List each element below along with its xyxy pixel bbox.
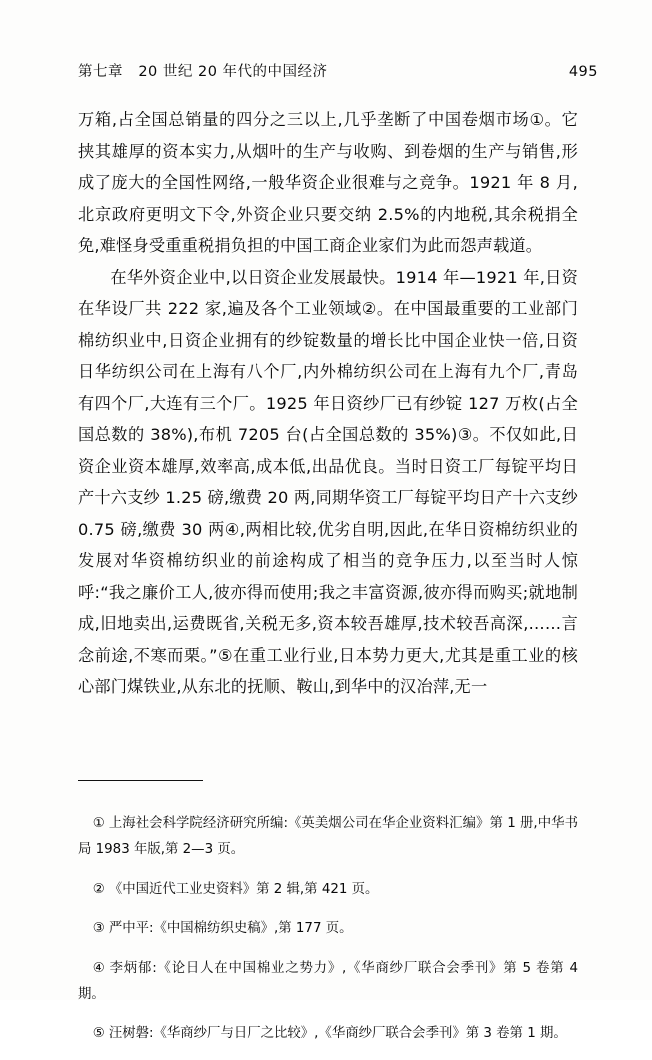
footnote-mark: ⑤ bbox=[92, 1025, 105, 1041]
footnote-item bbox=[78, 877, 578, 903]
footnote-mark: ④ bbox=[92, 960, 105, 976]
page-header bbox=[78, 60, 598, 81]
paragraph-2: 在华外资企业中,以日资企业发展最快。1914 年—1921 年,日资在华设厂共 222 家,遍及各个工业领域②。在中国最重要的工业部门棉纺织业中,日资企业拥有的纱锭数量的增长比中国企业快一倍,日资日华纺织公司在上海有八个厂,内外棉纺织公司在上海有九个厂,青岛有四个厂,大连有三个厂。1925 年日资纱厂已有纱锭 127 万枚(占全国总数的 38%),布机 7205 台(占全国总数的 35%)③。不仅如此,日资企业资本雄厚,效率高,成本低,出品优良。当时日资工厂每锭平均日产十六支纱 1.25 磅,缴费 20 两,同期华资工厂每锭平均日产十六支纱 0.75 磅,缴费 30 两④,两相比较,优劣自明,因此,在华日资棉纺织业的发展对华资棉纺织业的前途构成了相当的竞争压力,以至当时人惊呼:“我之廉价工人,彼亦得而使用;我之丰富资源,彼亦得而购买;就地制成,旧地卖出,运费既省,关税无多,资本较吾雄厚,技术较吾高深,……言念前途,不寒而栗。”⑤在重工业行业,日本势力更大,尤其是重工业的核心部门煤铁业,从东北的抚顺、鞍山,到华中的汉冶萍,无一 bbox=[78, 267, 578, 696]
footnote-text: 汪树磐:《华商纱厂与日厂之比较》,《华商纱厂联合会季刊》第 3 卷第 1 期。 bbox=[108, 1025, 567, 1041]
chapter-title: 第七章 20 世纪 20 年代的中国经济 bbox=[78, 64, 328, 80]
footnote-mark: ② bbox=[92, 881, 105, 897]
footnote-text: 《中国近代工业史资料》第 2 辑,第 421 页。 bbox=[108, 881, 379, 897]
footnote-mark: ① bbox=[92, 816, 105, 832]
footnote-item bbox=[78, 916, 578, 942]
footnote-list bbox=[78, 798, 578, 1060]
body-text bbox=[78, 104, 578, 703]
footnote-item bbox=[78, 811, 578, 863]
footnote-text: 上海社会科学院经济研究所编:《英美烟公司在华企业资料汇编》第 1 册,中华书局 1983 年版,第 2—3 页。 bbox=[78, 816, 578, 858]
footnote-text: 李炳郁:《论日人在中国棉业之势力》,《华商纱厂联合会季刊》第 5 卷第 4 期。 bbox=[78, 960, 578, 1002]
paragraph-1: 万箱,占全国总销量的四分之三以上,几乎垄断了中国卷烟市场①。它挟其雄厚的资本实力,从烟叶的生产与收购、到卷烟的生产与销售,形成了庞大的全国性网络,一般华资企业很难与之竞争。1921 年 8 月,北京政府更明文下令,外资企业只要交纳 2.5%的内地税,其余税捐全免,难怪身受重重税捐负担的中国工商企业家们为此而怨声载道。 bbox=[78, 110, 578, 255]
footnote-item bbox=[78, 1021, 578, 1047]
footnote-text: 严中平:《中国棉纺织史稿》,第 177 页。 bbox=[108, 921, 353, 937]
footnote-divider bbox=[78, 780, 203, 781]
footnote-mark: ③ bbox=[92, 921, 105, 937]
page-number: 495 bbox=[568, 64, 598, 80]
